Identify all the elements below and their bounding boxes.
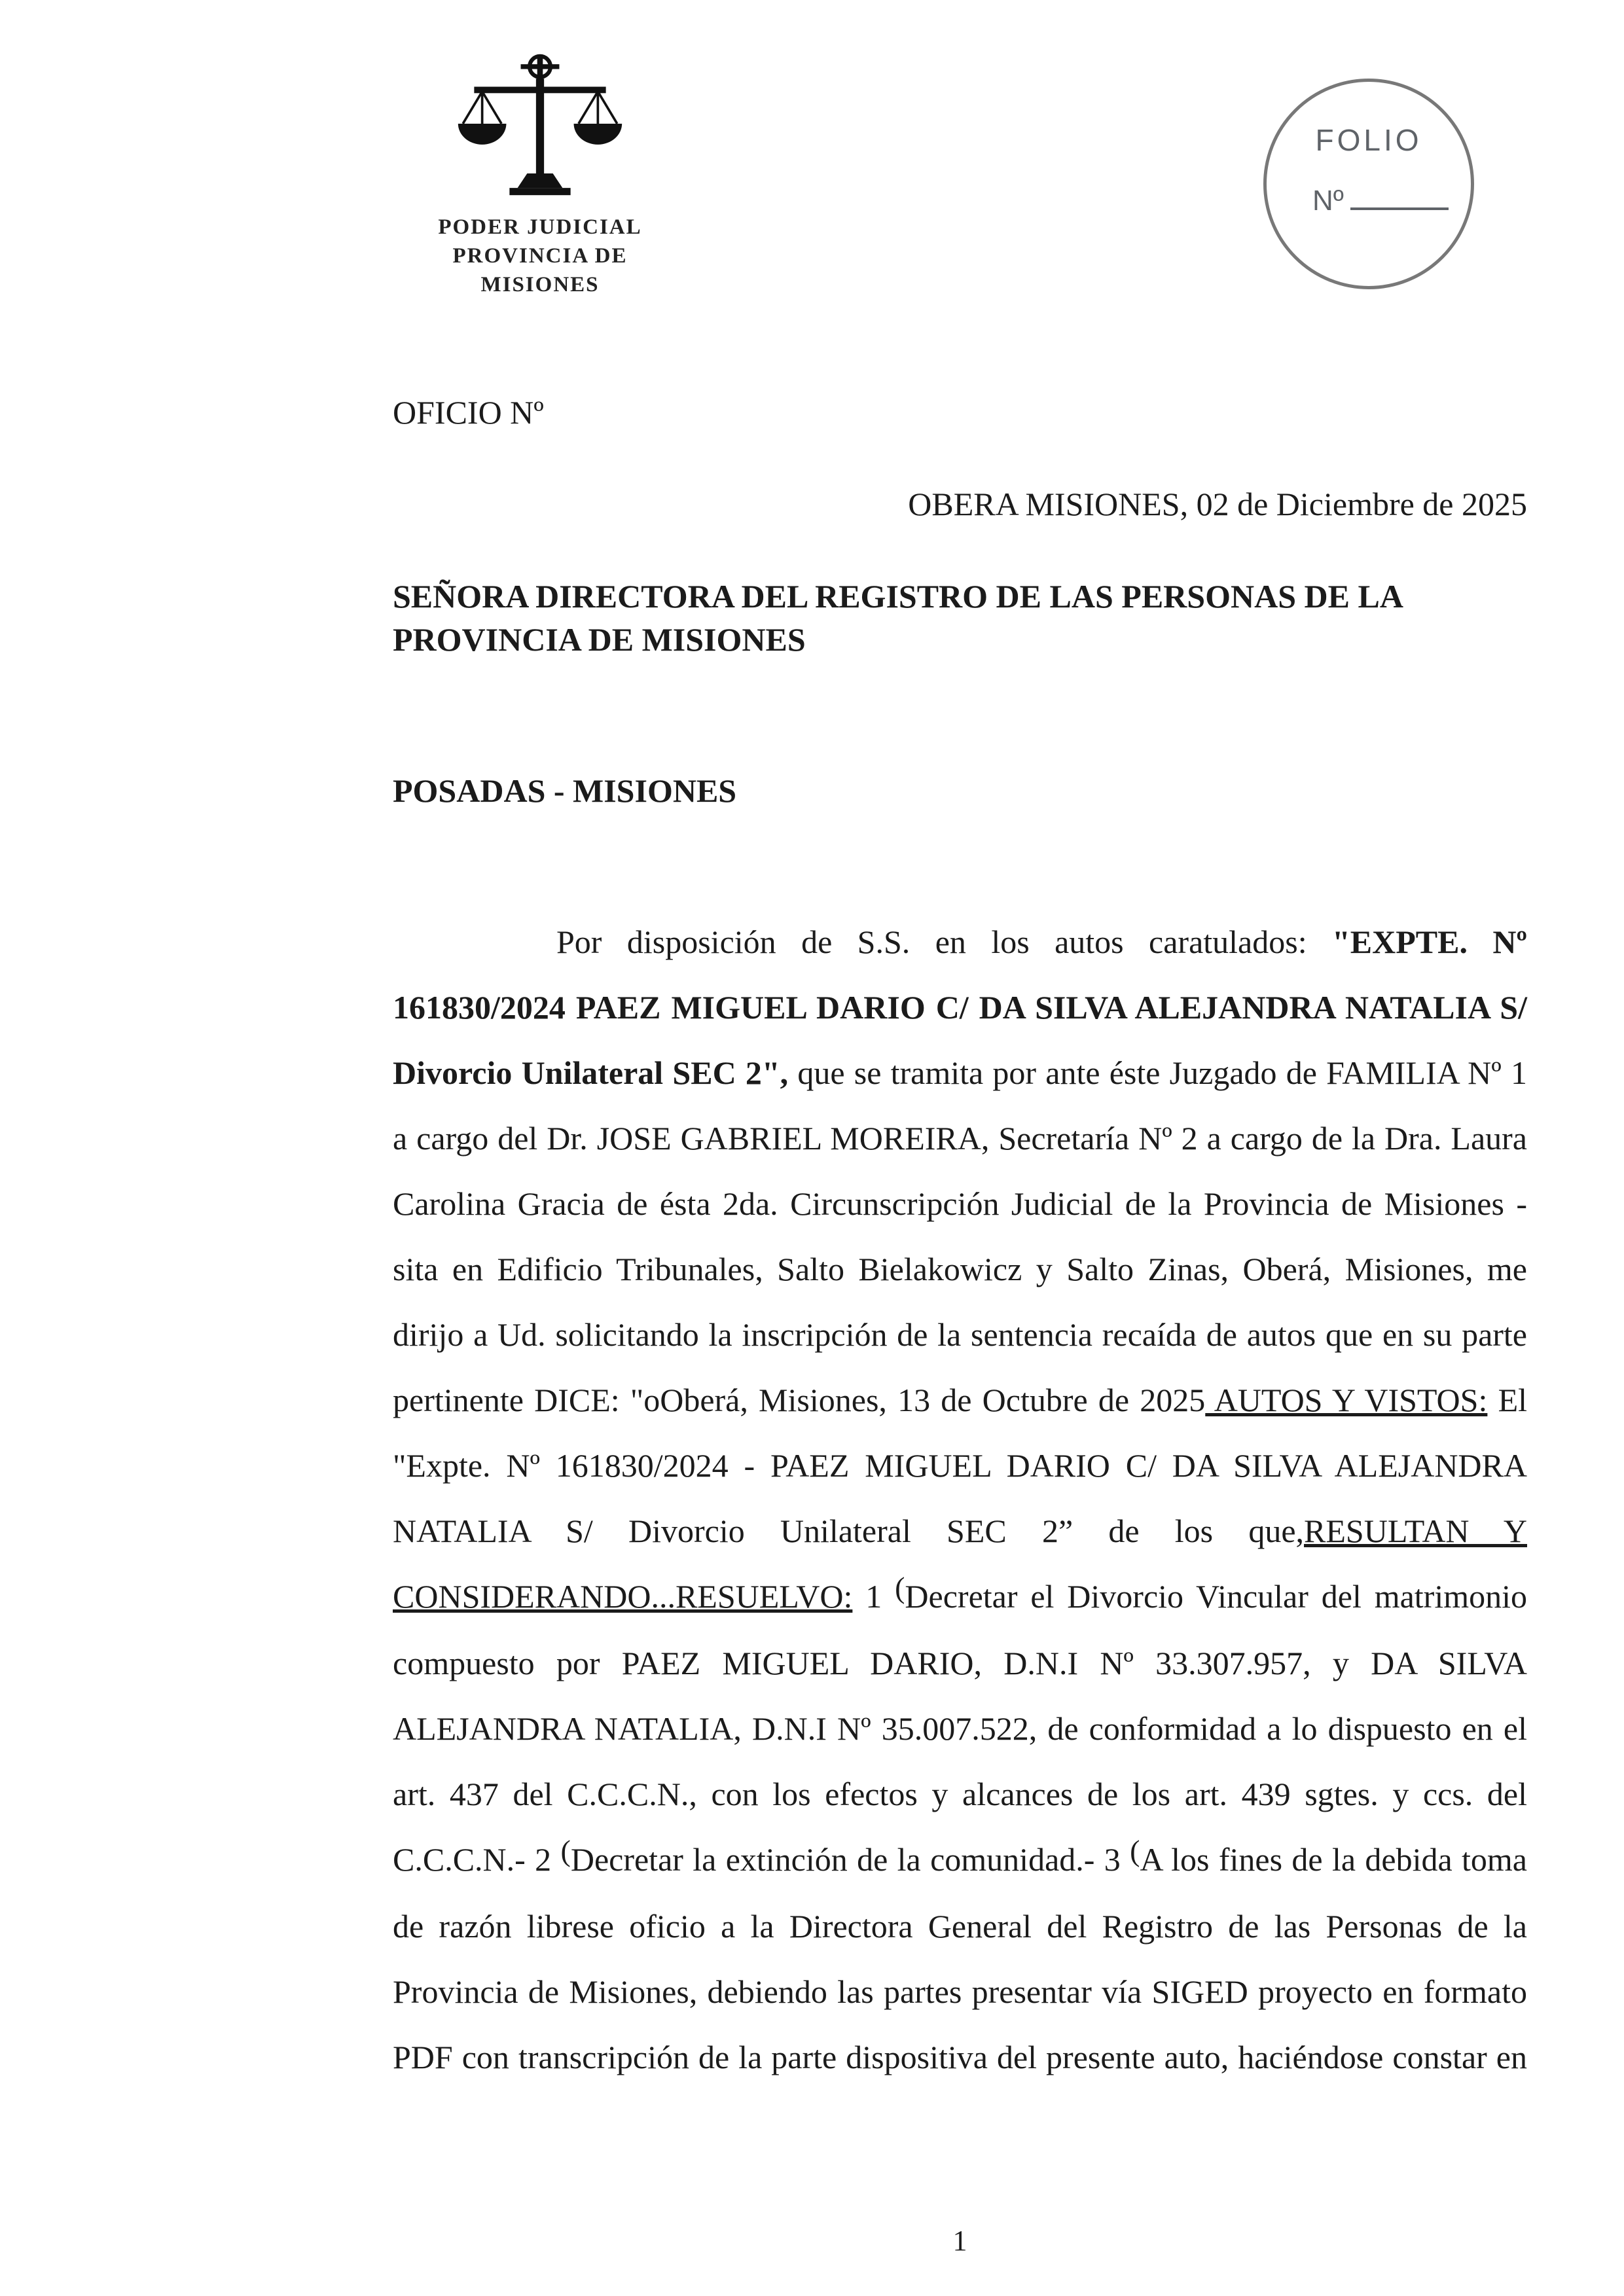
page-number: 1: [952, 2225, 967, 2257]
logo-caption-line2: PROVINCIA DE MISIONES: [452, 244, 628, 296]
addressee: SEÑORA DIRECTORA DEL REGISTRO DE LAS PERSONAS DE LA PROVINCIA DE MISIONES: [393, 578, 1402, 658]
body-text-segment: 1: [852, 1578, 895, 1615]
body-text-segment: RESULTAN Y CONSIDERANDO...RESUELVO:: [393, 1513, 1527, 1615]
body-text-segment: (: [1130, 1833, 1140, 1867]
folio-stamp: [1263, 79, 1474, 289]
body-text-segment: "EXPTE. Nº 161830/2024 PAEZ MIGUEL DARIO C/ DA SILVA ALEJANDRA NATALIA S/ Divorcio Unilateral SEC 2",: [393, 924, 1528, 1091]
scales-of-justice-icon: [452, 52, 628, 209]
logo-caption-line1: PODER JUDICIAL: [438, 215, 642, 239]
folio-number-row: [1312, 183, 1471, 217]
court-logo: [393, 52, 687, 299]
body-text-segment: Decretar la extinción de la comunidad.- 3: [570, 1841, 1130, 1878]
body-text-segment: que se tramita por ante éste Juzgado de FAMILIA Nº 1 a cargo del Dr. JOSE GABRIEL MOREIRA, Secretaría Nº 2 a cargo de la Dra. Laura Carolina Gracia de ésta 2da. Circunscripción Judicial de la Provincia de Misiones - sita en Edificio Tribunales, Salto Bielakowicz y Salto Zinas, Oberá, Misiones, me dirijo a Ud. solicitando la inscripción de la sentencia recaída de autos que en su parte pertinente DICE: "oOberá, Misiones, 13 de Octubre de 2025: [393, 1054, 1527, 1418]
addressee-city: POSADAS - MISIONES: [393, 772, 737, 809]
folio-stamp-label: FOLIO: [1315, 123, 1422, 157]
document-body: [393, 393, 1527, 2090]
body-text-segment: (: [895, 1570, 905, 1604]
body-text-segment: A los fines de la debida toma de razón librese oficio a la Directora General del Registro de las Personas de la Provincia de Misiones, debiendo las partes presentar vía SIGED proyecto en formato PDF con transcripción de la parte dispositiva del presente auto, haciéndose constar en: [393, 1841, 1527, 2075]
body-text-segment: Por disposición de S.S. en los autos caratulados:: [556, 924, 1333, 960]
body-text-segment: El "Expte. Nº 161830/2024 - PAEZ MIGUEL DARIO C/ DA SILVA ALEJANDRA NATALIA S/ Divorcio Unilateral SEC 2” de los que,: [393, 1382, 1527, 1549]
body-paragraph: [393, 909, 1527, 2090]
body-text-segment: AUTOS Y VISTOS:: [1205, 1382, 1488, 1418]
folio-number-label: Nº: [1312, 185, 1344, 217]
folio-number-blank: [1350, 183, 1449, 210]
oficio-number-label: OFICIO Nº: [393, 394, 544, 431]
body-text-segment: Decretar el Divorcio Vincular del matrimonio compuesto por PAEZ MIGUEL DARIO, D.N.I Nº 33.307.957, y DA SILVA ALEJANDRA NATALIA, D.N.I Nº 35.007.522, de conformidad a lo dispuesto en el art. 437 del C.C.C.N., con los efectos y alcances de los art. 439 sgtes. y ccs. del C.C.C.N.- 2: [393, 1578, 1528, 1878]
body-text-segment: (: [560, 1833, 571, 1867]
dateline: OBERA MISIONES, 02 de Diciembre de 2025: [908, 486, 1527, 522]
